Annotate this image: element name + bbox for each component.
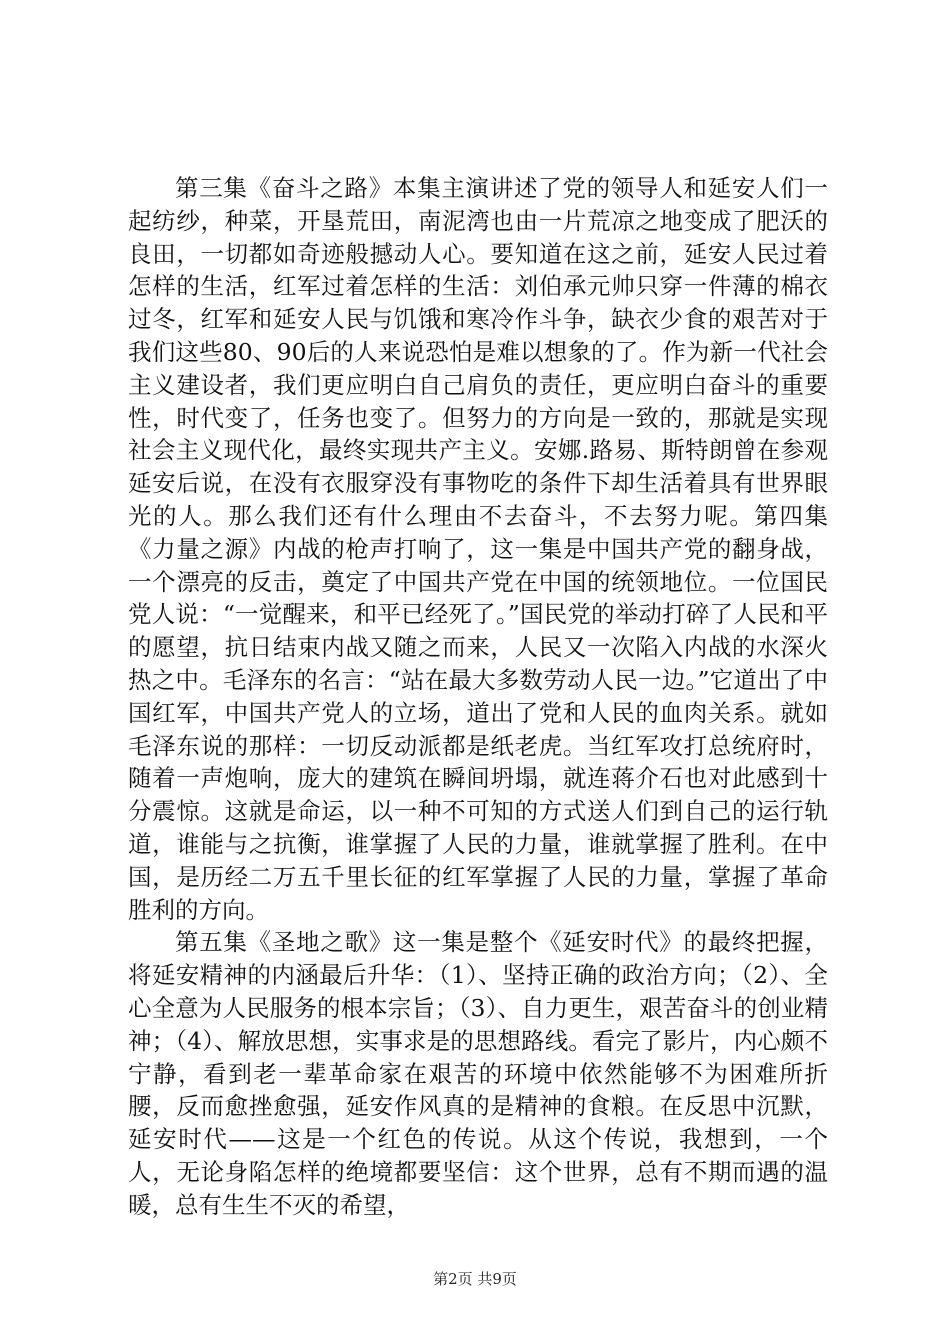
page-number-footer: 第2页 共9页 <box>433 1270 517 1288</box>
paragraph-episode-5: 第五集《圣地之歌》这一集是整个《延安时代》的最终把握，将延安精神的内涵最后升华：（1）、坚持正确的政治方向；（2）、全心全意为人民服务的根本宗旨；（3）、自力更生，艰苦奋斗的创业精神；（4）、解放思想，实事求是的思想路线。看完了影片，内心颇不宁静，看到老一辈革命家在艰苦的环境中依然能够不为困难所折腰，反而愈挫愈强，延安作风真的是精神的食粮。在反思中沉默，延安时代——这是一个红色的传说。从这个传说，我想到，一个人，无论身陷怎样的绝境都要坚信：这个世界，总有不期而遇的温暖，总有生生不灭的希望， <box>128 928 828 1219</box>
document-body <box>128 172 828 1222</box>
paragraph-episode-3-4: 第三集《奋斗之路》本集主演讲述了党的领导人和延安人们一起纺纱，种菜，开垦荒田，南泥湾也由一片荒凉之地变成了肥沃的良田，一切都如奇迹般撼动人心。要知道在这之前，延安人民过着怎样的生活，红军过着怎样的生活：刘伯承元帅只穿一件薄的棉衣过冬，红军和延安人民与饥饿和寒冷作斗争，缺衣少食的艰苦对于我们这些80、90后的人来说恐怕是难以想象的了。作为新一代社会主义建设者，我们更应明白自己肩负的责任，更应明白奋斗的重要性，时代变了，任务也变了。但努力的方向是一致的，那就是实现社会主义现代化，最终实现共产主义。安娜.路易、斯特朗曾在参观延安后说，在没有衣服穿没有事物吃的条件下却生活着具有世界眼光的人。那么我们还有什么理由不去奋斗，不去努力呢。第四集《力量之源》内战的枪声打响了，这一集是中国共产党的翻身战，一个漂亮的反击，奠定了中国共产党在中国的统领地位。一位国民党人说：“一觉醒来，和平已经死了。”国民党的举动打碎了人民和平的愿望，抗日结束内战又随之而来，人民又一次陷入内战的水深火热之中。毛泽东的名言：“站在最大多数劳动人民一边。”它道出了中国红军，中国共产党人的立场，道出了党和人民的血肉关系。就如毛泽东说的那样：一切反动派都是纸老虎。当红军攻打总统府时，随着一声炮响，庞大的建筑在瞬间坍塌，就连蒋介石也对此感到十分震惊。这就是命运，以一种不可知的方式送人们到自己的运行轨道，谁能与之抗衡，谁掌握了人民的力量，谁就掌握了胜利。在中国，是历经二万五千里长征的红军掌握了人民的力量，掌握了革命胜利的方向。 <box>128 174 828 924</box>
